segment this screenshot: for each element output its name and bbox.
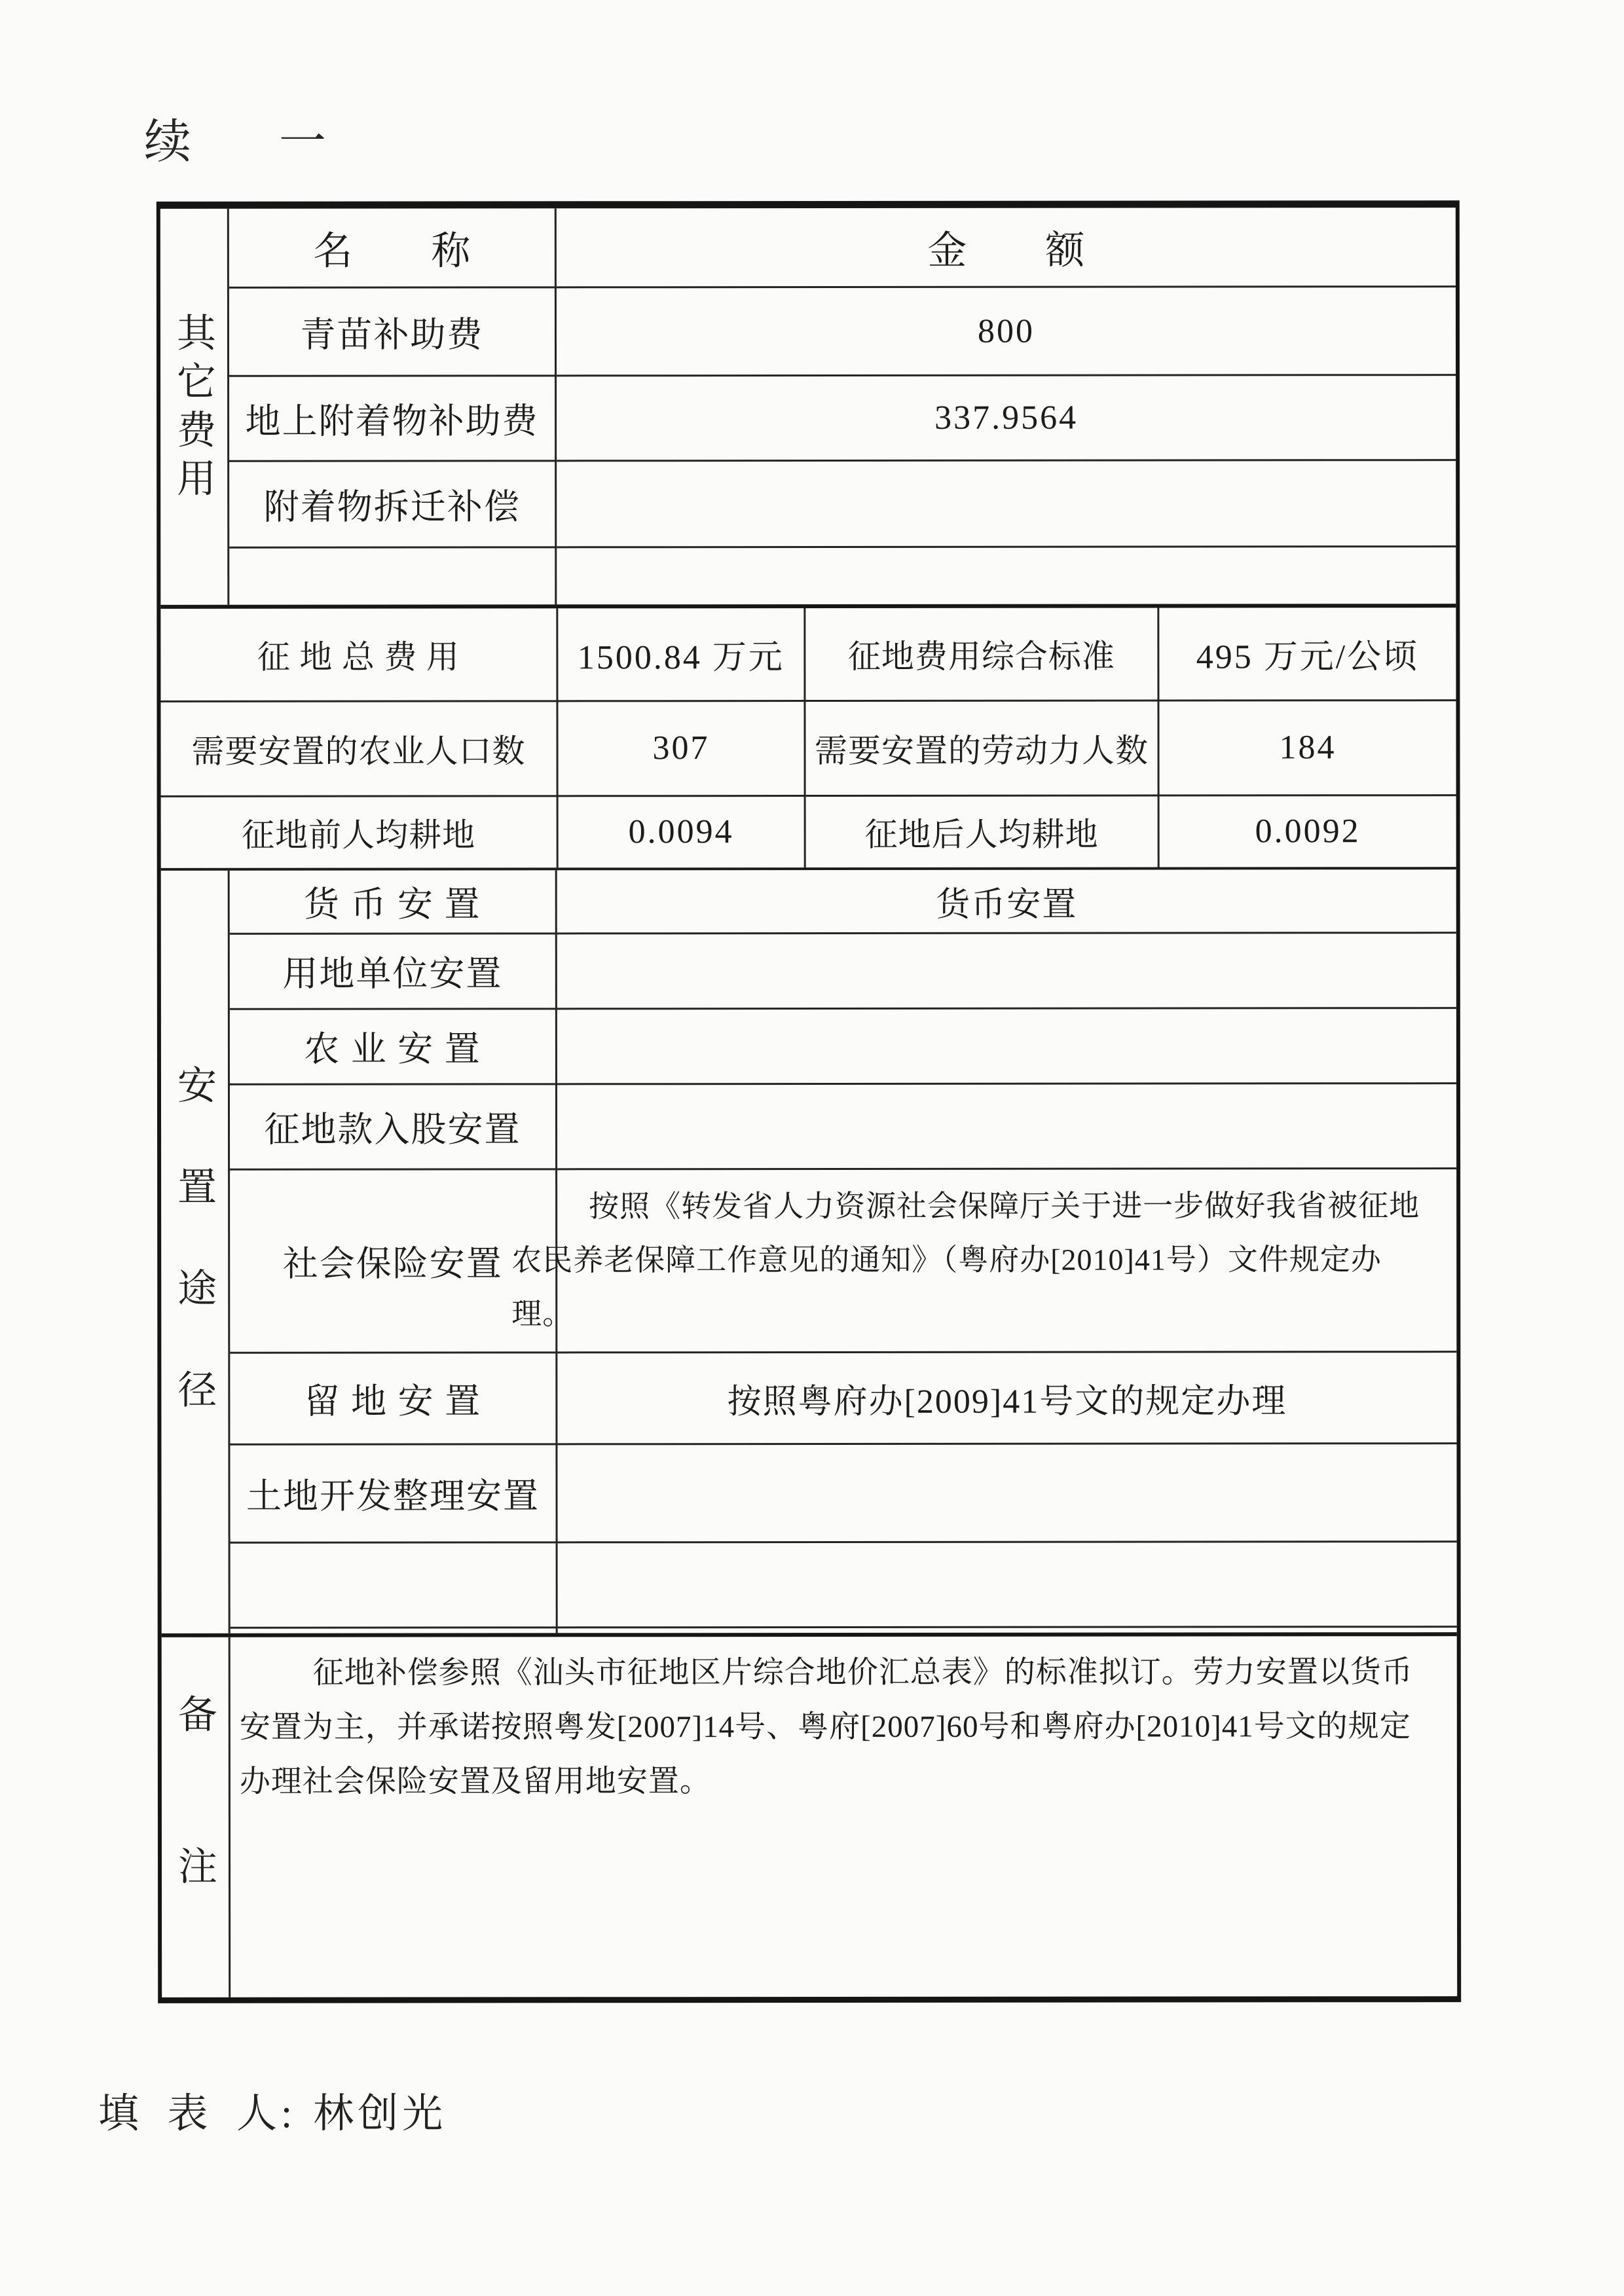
cell-labor-count-value: 184 [1159,701,1456,796]
form-filler-line [98,2081,447,2139]
cell-crop-subsidy-amount: 800 [557,287,1456,376]
cell-monetary-resettlement-name: 货 币 安 置 [230,870,557,934]
section-remarks [162,1632,1457,1997]
cell-ground-attachment-name: 地上附着物补助费 [229,376,557,462]
cell-total-cost-label: 征 地 总 费 用 [160,608,558,702]
cell-percap-farmland-before-label: 征地前人均耕地 [161,797,559,867]
cell-comprehensive-standard-label: 征地费用综合标准 [805,608,1159,702]
continuation-label: 续 一 [144,116,331,168]
cell-comprehensive-standard-value: 495 万元/公顷 [1159,608,1456,701]
cell-remarks-content [231,1636,1457,1997]
cell-land-development-content [557,1444,1456,1543]
section-resettlement [161,867,1457,1633]
header-amount: 金 额 [557,208,1456,288]
section-label-remarks: 备注 [162,1637,231,1997]
cell-crop-subsidy-name: 青苗补助费 [229,288,557,376]
cell-ground-attachment-amount: 337.9564 [557,376,1456,462]
cell-reserved-land-content: 按照粤府办[2009]41号文的规定办理 [557,1353,1456,1445]
cell-land-user-resettlement-content [557,934,1456,1010]
cell-percap-farmland-after-value: 0.0092 [1255,812,1361,850]
cell-equity-resettlement-name: 征地款入股安置 [230,1085,557,1170]
section-label-resettlement: 安置途径 [161,871,231,1633]
cell-agriculture-resettlement-content [557,1009,1456,1085]
cell-total-cost-value: 1500.84 万元 [558,608,805,702]
land-compensation-table [157,200,1461,2003]
cell-land-user-resettlement-name: 用地单位安置 [230,934,557,1010]
section-summary [160,604,1456,868]
cell-other-fee-empty-amount [557,547,1456,604]
cell-labor-count-label: 需要安置的劳动力人数 [805,702,1159,797]
cell-monetary-resettlement-content: 货币安置 [557,869,1456,934]
form-filler-name: 林创光 [313,2092,447,2136]
cell-attachment-demolition-name: 附着物拆迁补偿 [229,462,557,548]
section-label-other-fees: 其它费用 [160,209,230,605]
cell-attachment-demolition-amount [557,461,1456,548]
cell-resettle-empty1-name [231,1543,558,1628]
cell-land-development-name: 土地开发整理安置 [230,1445,557,1543]
cell-social-insurance-content [511,1169,1456,1353]
cell-agri-population-label: 需要安置的农业人口数 [160,702,558,797]
cell-other-fee-empty-name [229,548,557,604]
cell-social-insurance-name: 社会保险安置 [230,1170,557,1353]
form-filler-label: 填 表 人: [98,2092,297,2136]
remarks-text: 征地补偿参照《汕头市征地区片综合地价汇总表》的标准拟订。劳力安置以货币安置为主，并承诺按照粤发[2007]14号、粤府[2007]60号和粤府办[2010]41号文的规定办理社会保险安置及留用地安置。 [239,1655,1413,1799]
social-insurance-policy-text: 按照《转发省人力资源社会保障厅关于进一步做好我省被征地农民养老保障工作意见的通知》（粤府办[2010]41号）文件规定办理。 [511,1189,1420,1331]
cell-agriculture-resettlement-name: 农 业 安 置 [230,1010,557,1085]
cell-percap-farmland-before-value: 0.0094 [559,797,806,867]
cell-resettle-empty1-content [558,1542,1457,1628]
cell-percap-farmland-after-label: 征地后人均耕地 [806,797,1160,867]
section-other-fees [160,208,1456,605]
cell-equity-resettlement-content [557,1084,1456,1170]
cell-agri-population-value: 307 [558,702,805,797]
cell-reserved-land-name: 留 地 安 置 [230,1353,557,1445]
header-name: 名 称 [229,208,557,288]
